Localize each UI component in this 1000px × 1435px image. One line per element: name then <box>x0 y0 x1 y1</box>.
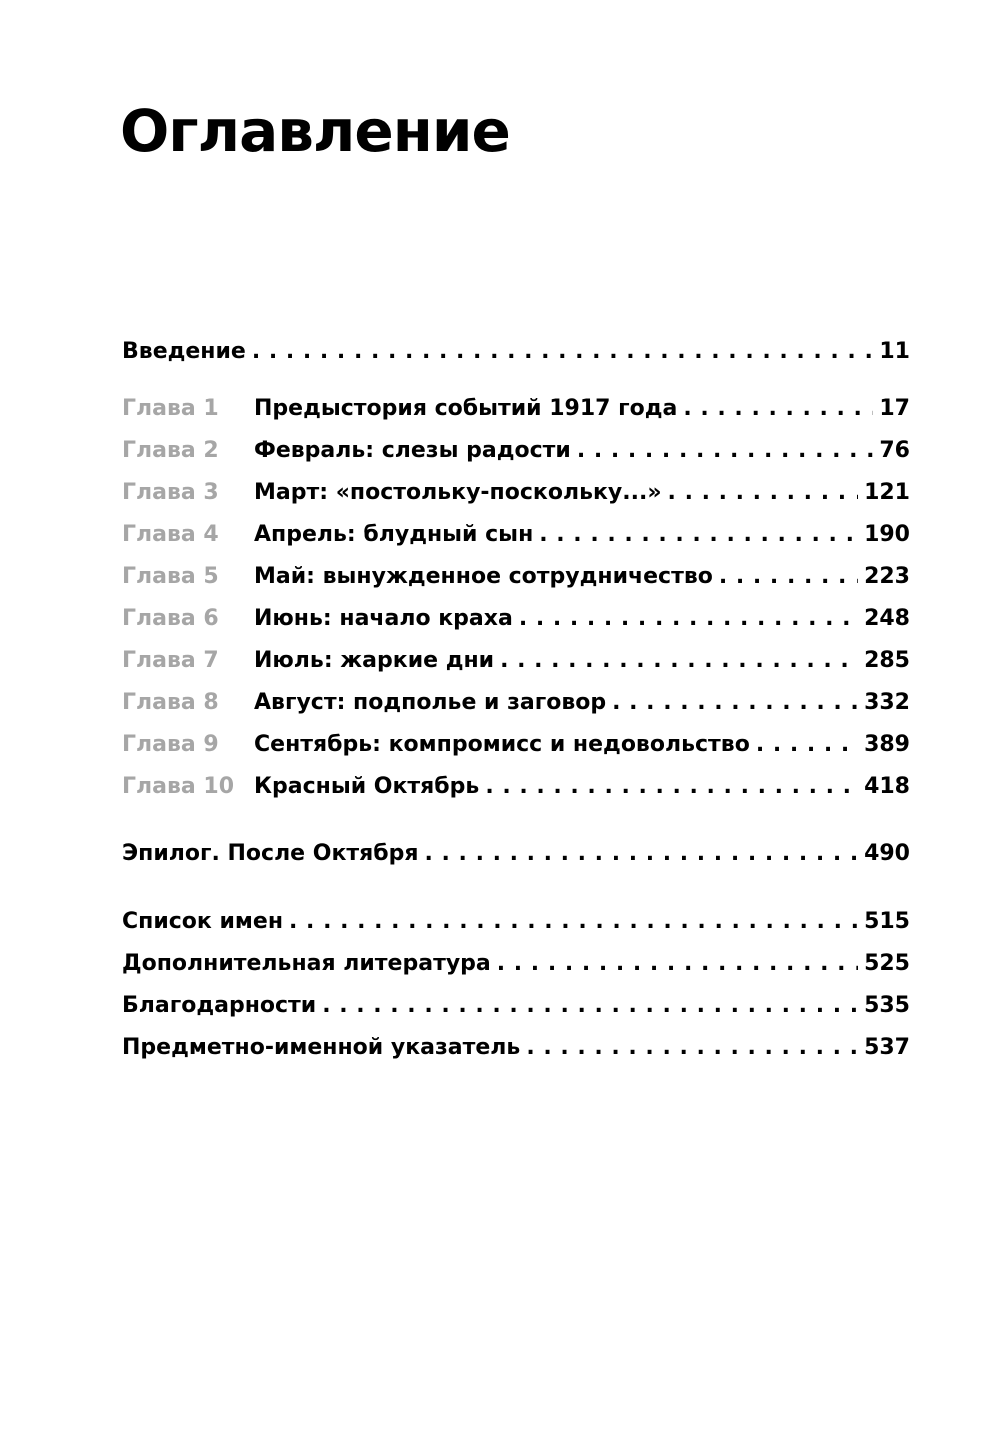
chapter-label: Глава 6 <box>122 606 219 631</box>
entry-page: 332 <box>864 690 910 715</box>
entry-page: 285 <box>864 648 910 673</box>
entry-title: Май: вынужденное сотрудничество <box>254 564 713 589</box>
toc-entry-chapter-1[interactable] <box>122 393 910 425</box>
entry-title: Благодарности <box>122 993 317 1018</box>
dot-leader <box>756 729 858 761</box>
entry-page: 76 <box>879 438 910 463</box>
entry-page: 490 <box>864 841 910 866</box>
entry-page: 535 <box>864 993 910 1018</box>
toc-entry-index[interactable] <box>122 1032 910 1064</box>
toc-entry-chapter-7[interactable] <box>122 645 910 677</box>
chapter-label: Глава 1 <box>122 396 219 421</box>
dot-leader <box>683 393 873 425</box>
entry-page: 418 <box>864 774 910 799</box>
dot-leader <box>539 519 858 551</box>
entry-title: Август: подполье и заговор <box>254 690 607 715</box>
toc-entry-name-list[interactable] <box>122 906 910 938</box>
dot-leader <box>500 645 858 677</box>
entry-title: Эпилог. После Октября <box>122 841 419 866</box>
toc-entry-chapter-6[interactable] <box>122 603 910 635</box>
dot-leader <box>668 477 859 509</box>
entry-page: 17 <box>879 396 910 421</box>
toc-entry-epilogue[interactable] <box>122 838 910 870</box>
chapter-label: Глава 5 <box>122 564 219 589</box>
toc-entry-chapter-5[interactable] <box>122 561 910 593</box>
chapter-label: Глава 4 <box>122 522 219 547</box>
dot-leader <box>252 336 874 368</box>
entry-title: Сентябрь: компромисс и недовольство <box>254 732 750 757</box>
entry-page: 11 <box>879 339 910 364</box>
dot-leader <box>719 561 858 593</box>
dot-leader <box>289 906 858 938</box>
dot-leader <box>497 948 858 980</box>
dot-leader <box>519 603 858 635</box>
chapter-label: Глава 10 <box>122 774 235 799</box>
entry-page: 223 <box>864 564 910 589</box>
dot-leader <box>577 435 874 467</box>
dot-leader <box>526 1032 858 1064</box>
toc-entry-chapter-8[interactable] <box>122 687 910 719</box>
entry-title: Дополнительная литература <box>122 951 491 976</box>
chapter-label: Глава 7 <box>122 648 219 673</box>
toc-entry-chapter-3[interactable] <box>122 477 910 509</box>
dot-leader <box>322 990 858 1022</box>
toc-entry-further-reading[interactable] <box>122 948 910 980</box>
entry-title: Март: «постольку-поскольку...» <box>254 480 662 505</box>
toc-entry-introduction[interactable] <box>122 336 910 368</box>
dot-leader <box>425 838 859 870</box>
entry-title: Список имен <box>122 909 284 934</box>
dot-leader <box>485 771 858 803</box>
entry-page: 537 <box>864 1035 910 1060</box>
entry-page: 525 <box>864 951 910 976</box>
entry-page: 121 <box>864 480 910 505</box>
entry-title: Июнь: начало краха <box>254 606 513 631</box>
entry-title: Красный Октябрь <box>254 774 480 799</box>
entry-page: 515 <box>864 909 910 934</box>
dot-leader <box>612 687 858 719</box>
toc-entry-chapter-10[interactable] <box>122 771 910 803</box>
chapter-label: Глава 3 <box>122 480 219 505</box>
toc-entry-chapter-4[interactable] <box>122 519 910 551</box>
entry-page: 248 <box>864 606 910 631</box>
toc-entry-acknowledgements[interactable] <box>122 990 910 1022</box>
chapter-label: Глава 9 <box>122 732 219 757</box>
entry-title: Апрель: блудный сын <box>254 522 534 547</box>
toc-entry-chapter-2[interactable] <box>122 435 910 467</box>
toc-entry-chapter-9[interactable] <box>122 729 910 761</box>
chapter-label: Глава 2 <box>122 438 219 463</box>
entry-page: 190 <box>864 522 910 547</box>
entry-title: Июль: жаркие дни <box>254 648 495 673</box>
entry-title: Предметно-именной указатель <box>122 1035 521 1060</box>
entry-page: 389 <box>864 732 910 757</box>
entry-title: Предыстория событий 1917 года <box>254 396 678 421</box>
page-title: Оглавление <box>120 97 510 165</box>
chapter-label: Глава 8 <box>122 690 219 715</box>
entry-title: Февраль: слезы радости <box>254 438 571 463</box>
entry-title: Введение <box>122 339 246 364</box>
